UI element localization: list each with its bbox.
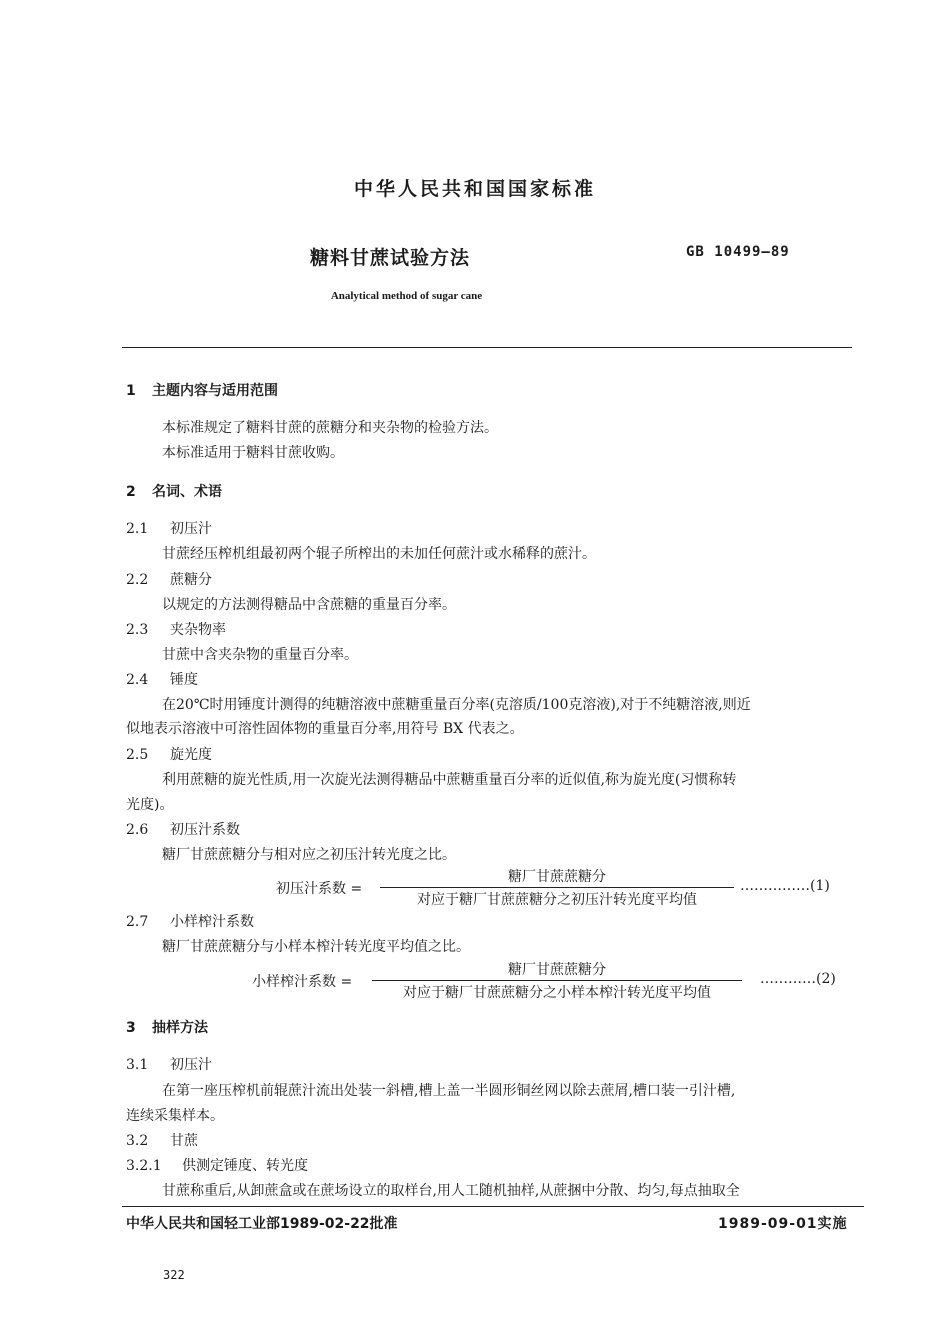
term-title: 初压汁系数 — [170, 822, 240, 838]
term-definition: 甘蔗经压榨机组最初两个辊子所榨出的未加任何蔗汁或水稀释的蔗汁。 — [162, 546, 596, 562]
subsection-number: 3.1 — [126, 1057, 149, 1073]
paragraph-line: 在第一座压榨机前辊蔗汁流出处装一斜槽,槽上盖一半圆形铜丝网以除去蔗屑,槽口装一引汁槽, — [162, 1083, 736, 1099]
subsection-3-2-heading — [126, 1130, 198, 1150]
paragraph: 本标准规定了糖料甘蔗的蔗糖分和夹杂物的检验方法。 — [162, 420, 498, 436]
formula-1-tag: ……………(1) — [740, 878, 830, 894]
fraction-bar — [372, 980, 742, 981]
org-title: 中华人民共和国国家标准 — [353, 178, 596, 200]
formula-2-fraction — [372, 959, 742, 1002]
formula-2-denominator: 对应于糖厂甘蔗蔗糖分之小样本榨汁转光度平均值 — [403, 985, 711, 1001]
term-definition: 甘蔗中含夹杂物的重量百分率。 — [162, 647, 358, 663]
footer-rule — [122, 1206, 864, 1207]
term-number: 2.4 — [126, 672, 149, 688]
standard-number: GB 10499—89 — [686, 244, 790, 260]
term-2-3-heading — [126, 619, 226, 639]
term-definition-line: 似地表示溶液中可溶性固体物的重量百分率,用符号 BX 代表之。 — [126, 721, 524, 737]
term-title: 初压汁 — [170, 521, 212, 537]
term-title: 小样榨汁系数 — [170, 914, 254, 930]
header-rule — [122, 347, 852, 348]
section-2-heading — [126, 481, 222, 501]
page-number: 322 — [163, 1268, 185, 1282]
paragraph-line: 甘蔗称重后,从卸蔗盒或在蔗场设立的取样台,用人工随机抽样,从蔗捆中分散、均匀,每点抽取全 — [162, 1183, 740, 1199]
subsection-number: 3.2.1 — [126, 1158, 162, 1174]
term-2-1-heading — [126, 518, 212, 538]
formula-1-lhs: 初压汁系数 = — [276, 881, 363, 897]
formula-2-tag: …………(2) — [760, 971, 836, 987]
term-2-2-heading — [126, 569, 212, 589]
term-2-7-heading — [126, 911, 254, 931]
term-number: 2.5 — [126, 747, 149, 763]
section-title: 主题内容与适用范围 — [152, 383, 278, 399]
section-1-heading — [126, 380, 278, 400]
subsection-3-2-1-heading — [126, 1155, 308, 1175]
effective-date: 1989-09-01实施 — [718, 1216, 848, 1232]
term-number: 2.1 — [126, 521, 149, 537]
term-number: 2.7 — [126, 914, 149, 930]
term-definition-line: 利用蔗糖的旋光性质,用一次旋光法测得糖品中蔗糖重量百分率的近似值,称为旋光度(习惯称转 — [162, 772, 737, 788]
term-title: 旋光度 — [170, 747, 212, 763]
section-3-heading — [126, 1017, 208, 1037]
section-number: 3 — [126, 1020, 136, 1036]
term-number: 2.6 — [126, 822, 149, 838]
term-definition-line: 光度)。 — [126, 797, 174, 813]
term-number: 2.2 — [126, 572, 149, 588]
term-2-6-heading — [126, 819, 240, 839]
section-number: 1 — [126, 383, 136, 399]
term-definition: 糖厂甘蔗蔗糖分与小样本榨汁转光度平均值之比。 — [162, 939, 470, 955]
paragraph-line: 连续采集样本。 — [126, 1108, 224, 1124]
subsection-3-1-heading — [126, 1054, 212, 1074]
subsection-title: 初压汁 — [170, 1057, 212, 1073]
term-2-4-heading — [126, 669, 198, 689]
formula-1-numerator: 糖厂甘蔗蔗糖分 — [508, 869, 606, 885]
term-number: 2.3 — [126, 622, 149, 638]
term-definition: 糖厂甘蔗蔗糖分与相对应之初压汁转光度之比。 — [162, 847, 456, 863]
term-title: 夹杂物率 — [170, 622, 226, 638]
term-title: 蔗糖分 — [170, 572, 212, 588]
formula-1-fraction — [380, 866, 734, 909]
formula-2-numerator: 糖厂甘蔗蔗糖分 — [508, 962, 606, 978]
subsection-title: 甘蔗 — [170, 1133, 198, 1149]
approval-statement: 中华人民共和国轻工业部1989-02-22批准 — [126, 1216, 398, 1232]
paragraph: 本标准适用于糖料甘蔗收购。 — [162, 445, 344, 461]
section-number: 2 — [126, 484, 136, 500]
term-title: 锤度 — [170, 672, 198, 688]
section-title: 名词、术语 — [152, 484, 222, 500]
term-2-5-heading — [126, 744, 212, 764]
term-definition-line: 在20℃时用锤度计测得的纯糖溶液中蔗糖重量百分率(克溶质/100克溶液),对于不纯糖溶液,则近 — [162, 697, 751, 713]
section-title: 抽样方法 — [152, 1020, 208, 1036]
formula-2-lhs: 小样榨汁系数 = — [252, 974, 353, 990]
fraction-bar — [380, 887, 734, 888]
subsection-number: 3.2 — [126, 1133, 149, 1149]
english-title: Analytical method of sugar cane — [330, 290, 483, 302]
term-definition: 以规定的方法测得糖品中含蔗糖的重量百分率。 — [162, 597, 456, 613]
subsection-title: 供测定锤度、转光度 — [182, 1158, 308, 1174]
formula-1-denominator: 对应于糖厂甘蔗蔗糖分之初压汁转光度平均值 — [417, 892, 697, 908]
document-title: 糖料甘蔗试验方法 — [310, 247, 471, 269]
